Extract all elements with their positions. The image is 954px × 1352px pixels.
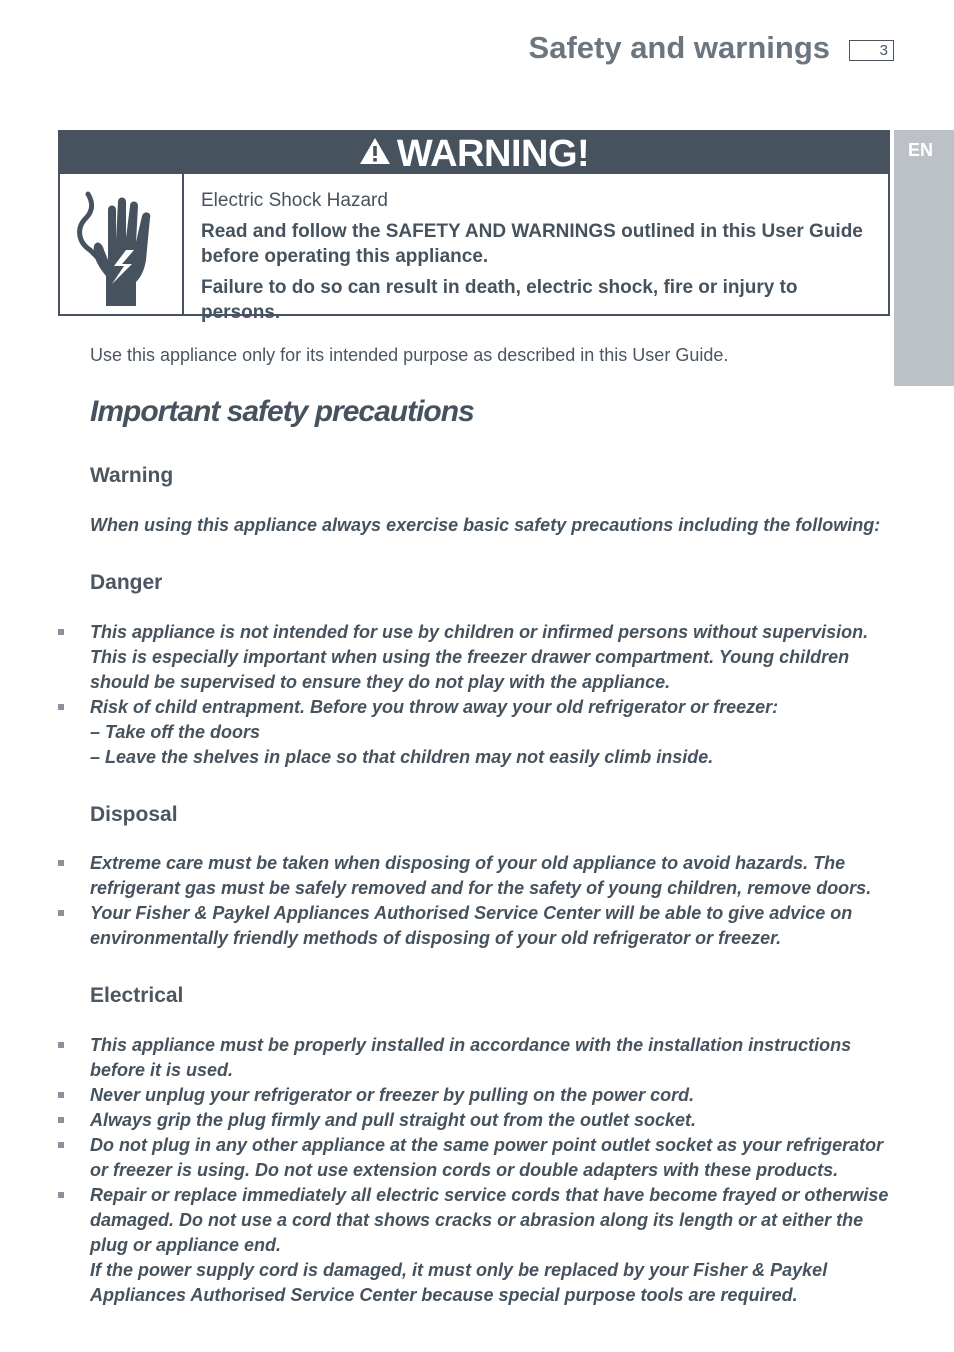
bullet-icon	[58, 1042, 64, 1048]
page-number: 3	[849, 40, 894, 61]
electrical-list	[0, 1033, 900, 1308]
warning-heading: WARNING!	[396, 133, 590, 175]
disposal-heading: Disposal	[90, 803, 178, 826]
language-tab-label: EN	[908, 140, 934, 160]
electric-shock-hand-icon	[68, 180, 174, 312]
list-item-text: This appliance must be properly installed in accordance with the installation instructions before it is used.	[90, 1035, 852, 1080]
list-item	[0, 1108, 900, 1133]
list-item	[0, 1083, 900, 1108]
bullet-icon	[58, 1092, 64, 1098]
list-item	[0, 1133, 900, 1183]
warning-icon-cell	[60, 174, 184, 314]
list-item-text: Risk of child entrapment. Before you throw away your old refrigerator or freezer: – Take off the doors – Leave the shelves in place so that children may not easily climb inside.	[90, 697, 779, 767]
list-item	[0, 1033, 900, 1083]
list-item-text: Your Fisher & Paykel Appliances Authorised Service Center will be able to give advice on environmentally friendly methods of disposing of your old refrigerator or freezer.	[90, 903, 853, 948]
disposal-list	[0, 851, 900, 951]
warning-paragraph: When using this appliance always exercise basic safety precautions including the following:	[90, 515, 881, 535]
bullet-icon	[58, 1142, 64, 1148]
list-item	[0, 901, 900, 951]
intro-text: Use this appliance only for its intended purpose as described in this User Guide.	[90, 345, 729, 365]
list-item	[0, 620, 900, 695]
warning-box	[58, 130, 890, 323]
warning-triangle-icon	[359, 131, 391, 175]
warning-line-hazard: Electric Shock Hazard	[201, 190, 388, 211]
list-item-text: Never unplug your refrigerator or freezer by pulling on the power cord.	[90, 1085, 695, 1105]
bullet-icon	[58, 910, 64, 916]
bullet-icon	[58, 704, 64, 710]
warning-text	[201, 188, 868, 325]
danger-list	[0, 620, 900, 770]
list-item-text: This appliance is not intended for use by children or infirmed persons without supervision. This is especially important when using the freezer drawer compartment. Young children should be supervised to ensure they do not play with the appliance.	[90, 622, 869, 692]
danger-heading: Danger	[90, 571, 163, 594]
warning-line-failure: Failure to do so can result in death, electric shock, fire or injury to persons.	[201, 277, 798, 323]
language-tab[interactable]	[894, 130, 954, 386]
list-item-text: Repair or replace immediately all electric service cords that have become frayed or otherwise damaged. Do not use a cord that shows cracks or abrasion along its length or at either the plug or appliance end. If the power supply cord is damaged, it must only be replaced by your Fisher & Paykel Appliances Authorised Service Center because special purpose tools are required.	[90, 1185, 889, 1305]
page-header-title: Safety and warnings	[528, 30, 830, 65]
bullet-icon	[58, 1117, 64, 1123]
warning-heading-text: Warning	[90, 464, 174, 487]
list-item-text: Do not plug in any other appliance at the same power point outlet socket as your refrigerator or freezer is using. Do not use extension cords or double adapters with these products.	[90, 1135, 884, 1180]
warning-line-read: Read and follow the SAFETY AND WARNINGS outlined in this User Guide before operating this appliance.	[201, 221, 863, 267]
electrical-heading: Electrical	[90, 984, 184, 1007]
bullet-icon	[58, 860, 64, 866]
list-item-text: Always grip the plug firmly and pull straight out from the outlet socket.	[90, 1110, 697, 1130]
list-item	[0, 695, 900, 770]
list-item	[0, 1183, 900, 1308]
list-item-text: Extreme care must be taken when disposing of your old appliance to avoid hazards. The refrigerant gas must be safely removed and for the safety of young children, remove doors.	[90, 853, 872, 898]
section-title: Important safety precautions	[90, 395, 474, 428]
warning-heading-bar	[60, 132, 888, 174]
bullet-icon	[58, 1192, 64, 1198]
list-item	[0, 851, 900, 901]
bullet-icon	[58, 629, 64, 635]
